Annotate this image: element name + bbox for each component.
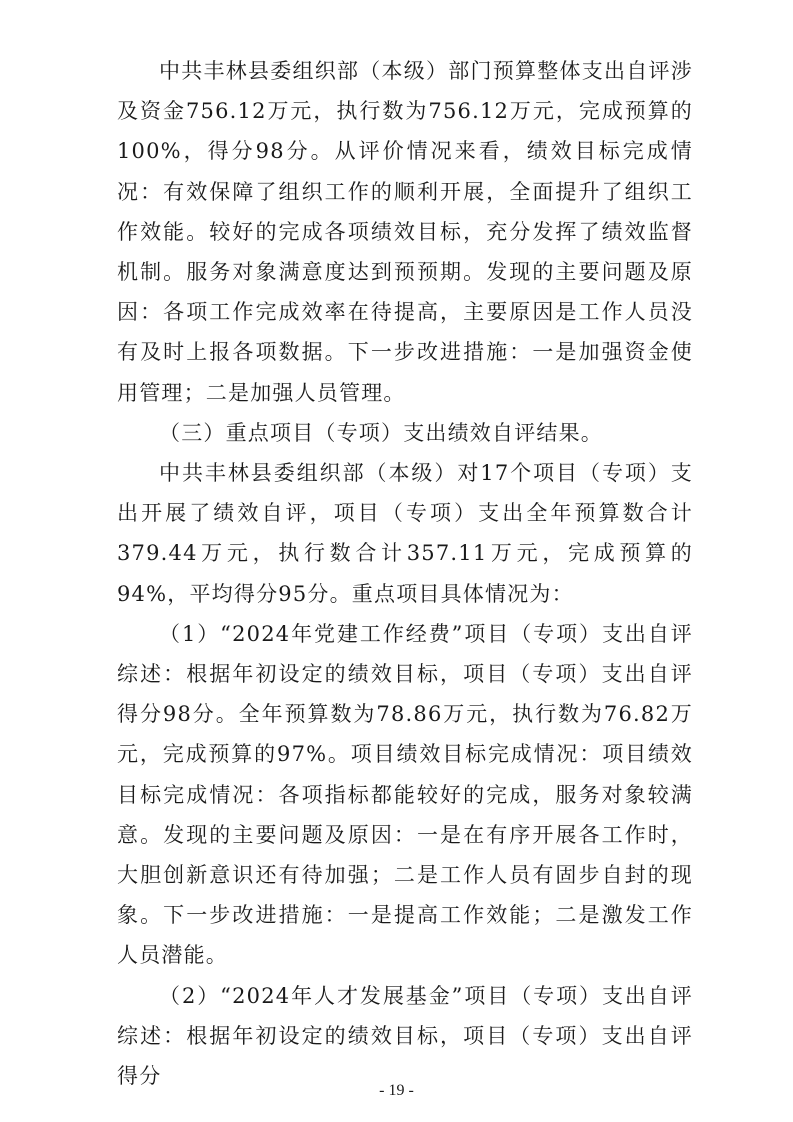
paragraph-section-heading-key-projects: （三）重点项目（专项）支出绩效自评结果。 [159,420,603,445]
paragraph-project-talent-fund: （2）“2024年人才发展基金”项目（专项）支出自评综述：根据年初设定的绩效目标，项目（专项）支出自评得分 [117,983,693,1089]
paragraph-project-party-building: （1）“2024年党建工作经费”项目（专项）支出自评综述：根据年初设定的绩效目标，项目（专项）支出自评得分98分。全年预算数为78.86万元，执行数为76.82万元，完成预算的97%。项目绩效目标完成情况：项目绩效目标完成情况：各项指标都能较好的完成，服务对象较满意。发现的主要问题及原因：一是在有序开展各工作时，大胆创新意识还有待加强；二是工作人员有固步自封的现象。下一步改进措施：一是提高工作效能；二是激发工作人员潜能。 [117,621,693,968]
paragraph-project-summary: 中共丰林县委组织部（本级）对17个项目（专项）支出开展了绩效自评，项目（专项）支出全年预算数合计379.44万元，执行数合计357.11万元，完成预算的94%，平均得分95分。重点项目具体情况为： [117,461,693,606]
page-number: - 19 - [379,1082,414,1099]
paragraph-overall-evaluation: 中共丰林县委组织部（本级）部门预算整体支出自评涉及资金756.12万元，执行数为756.12万元，完成预算的100%，得分98分。从评价情况来看，绩效目标完成情况：有效保障了组织工作的顺利开展，全面提升了组织工作效能。较好的完成各项绩效目标，充分发挥了绩效监督机制。服务对象满意度达到预预期。发现的主要问题及原因：各项工作完成效率在待提高，主要原因是工作人员没有及时上报各项数据。下一步改进措施：一是加强资金使用管理；二是加强人员管理。 [117,59,693,405]
body-text [117,51,693,1096]
